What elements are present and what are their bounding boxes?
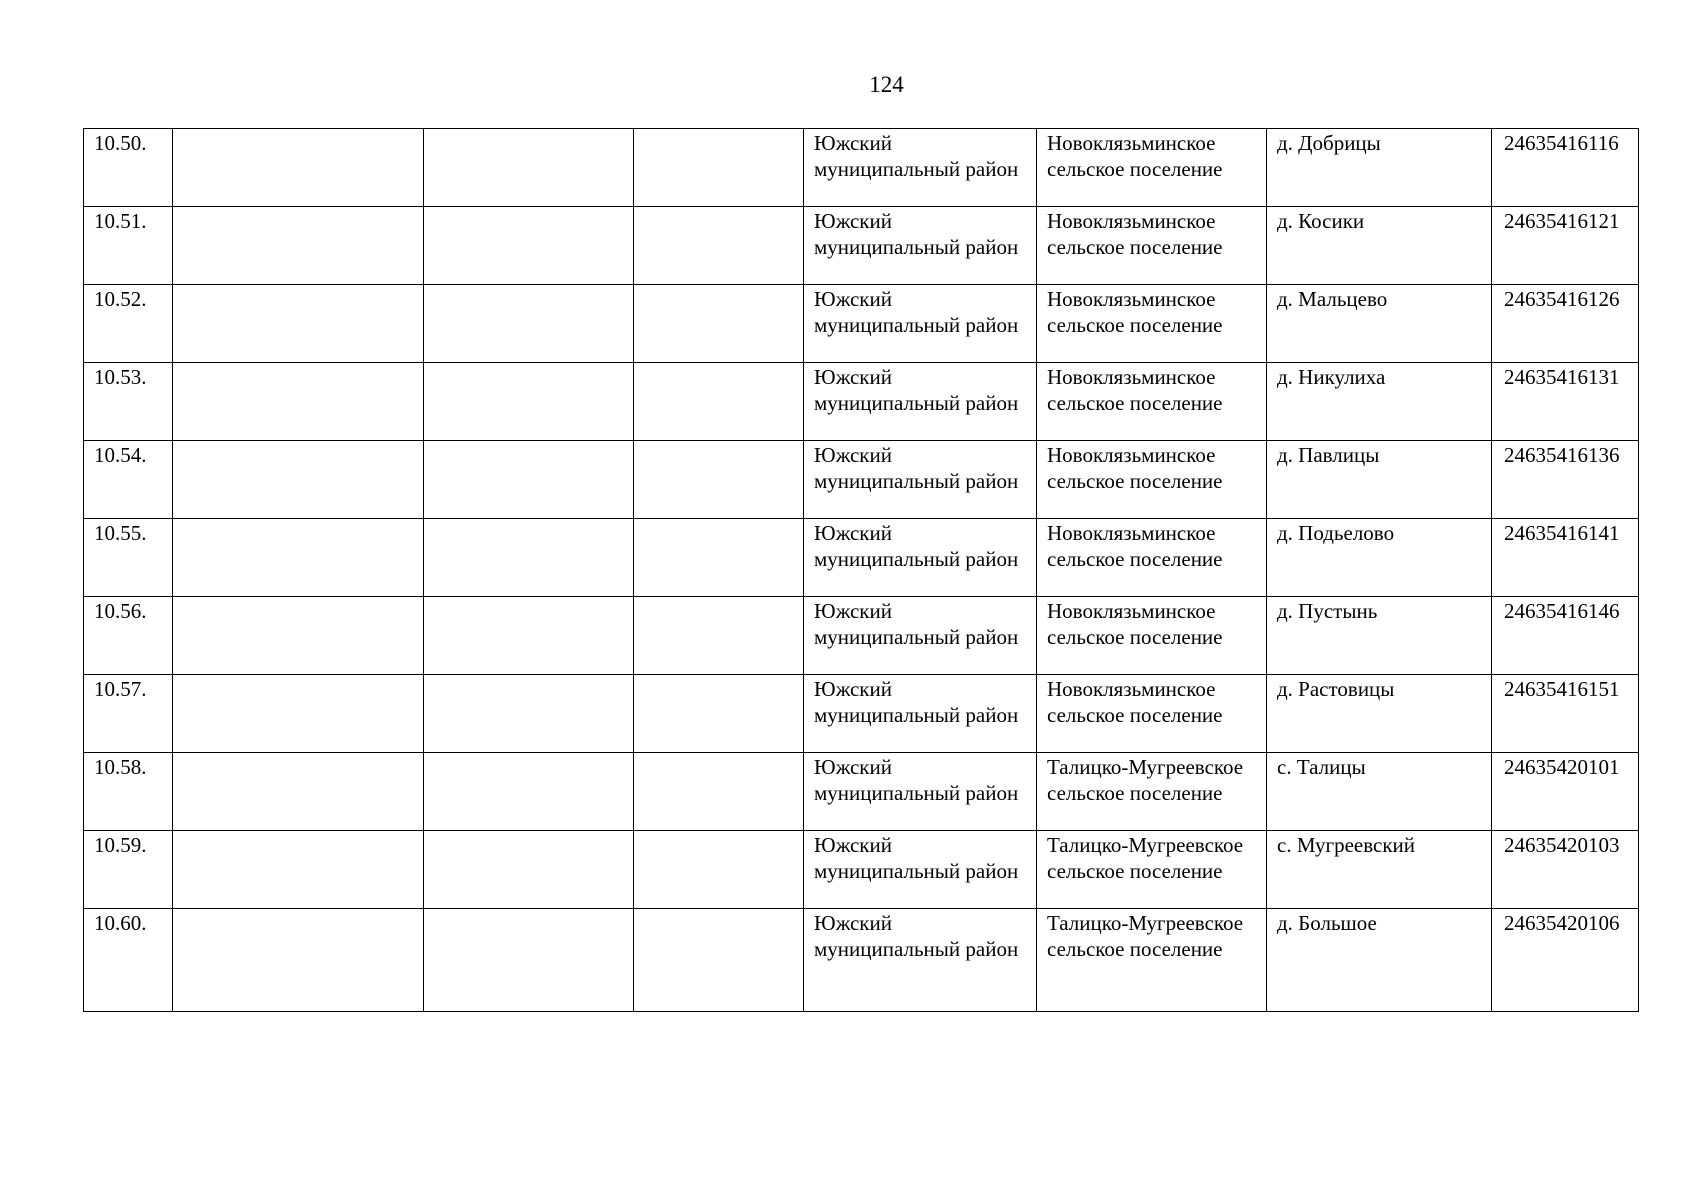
empty-cell xyxy=(634,207,804,285)
empty-cell xyxy=(634,831,804,909)
empty-cell xyxy=(173,207,424,285)
district-cell: Южский муниципальный район xyxy=(804,909,1037,1012)
table-row xyxy=(84,597,1639,675)
district-cell: Южский муниципальный район xyxy=(804,597,1037,675)
empty-cell xyxy=(424,519,634,597)
district-cell: Южский муниципальный район xyxy=(804,285,1037,363)
settlement-cell: Новоклязьминское сельское поселение xyxy=(1037,675,1267,753)
settlement-cell: Новоклязьминское сельское поселение xyxy=(1037,363,1267,441)
empty-cell xyxy=(424,831,634,909)
oktmo-code-cell: 24635420103 xyxy=(1492,831,1639,909)
empty-cell xyxy=(634,519,804,597)
empty-cell xyxy=(424,207,634,285)
row-number-cell: 10.56. xyxy=(84,597,173,675)
settlement-cell: Талицко-Мугреевское сельское поселение xyxy=(1037,753,1267,831)
empty-cell xyxy=(634,363,804,441)
table-row xyxy=(84,441,1639,519)
empty-cell xyxy=(173,597,424,675)
empty-cell xyxy=(424,441,634,519)
locality-cell: д. Подьелово xyxy=(1267,519,1492,597)
empty-cell xyxy=(424,129,634,207)
row-number-cell: 10.50. xyxy=(84,129,173,207)
district-cell: Южский муниципальный район xyxy=(804,753,1037,831)
settlement-cell: Новоклязьминское сельское поселение xyxy=(1037,441,1267,519)
table-row xyxy=(84,753,1639,831)
row-number-cell: 10.54. xyxy=(84,441,173,519)
empty-cell xyxy=(634,129,804,207)
empty-cell xyxy=(424,285,634,363)
page-number: 124 xyxy=(869,72,904,97)
table-row xyxy=(84,363,1639,441)
registry-table xyxy=(83,128,1639,1012)
row-number-cell: 10.58. xyxy=(84,753,173,831)
settlement-cell: Новоклязьминское сельское поселение xyxy=(1037,597,1267,675)
oktmo-code-cell: 24635420106 xyxy=(1492,909,1639,1012)
empty-cell xyxy=(173,753,424,831)
table-row xyxy=(84,129,1639,207)
table-row xyxy=(84,831,1639,909)
locality-cell: д. Никулиха xyxy=(1267,363,1492,441)
district-cell: Южский муниципальный район xyxy=(804,831,1037,909)
oktmo-code-cell: 24635416146 xyxy=(1492,597,1639,675)
locality-cell: д. Добрицы xyxy=(1267,129,1492,207)
settlement-cell: Новоклязьминское сельское поселение xyxy=(1037,207,1267,285)
empty-cell xyxy=(634,597,804,675)
locality-cell: д. Большое xyxy=(1267,909,1492,1012)
empty-cell xyxy=(173,363,424,441)
row-number-cell: 10.51. xyxy=(84,207,173,285)
empty-cell xyxy=(634,285,804,363)
empty-cell xyxy=(173,285,424,363)
empty-cell xyxy=(424,675,634,753)
district-cell: Южский муниципальный район xyxy=(804,129,1037,207)
settlement-cell: Новоклязьминское сельское поселение xyxy=(1037,519,1267,597)
empty-cell xyxy=(173,519,424,597)
oktmo-code-cell: 24635416151 xyxy=(1492,675,1639,753)
row-number-cell: 10.55. xyxy=(84,519,173,597)
district-cell: Южский муниципальный район xyxy=(804,207,1037,285)
row-number-cell: 10.57. xyxy=(84,675,173,753)
table-row xyxy=(84,207,1639,285)
row-number-cell: 10.52. xyxy=(84,285,173,363)
table-row xyxy=(84,909,1639,1012)
locality-cell: д. Мальцево xyxy=(1267,285,1492,363)
row-number-cell: 10.59. xyxy=(84,831,173,909)
locality-cell: д. Павлицы xyxy=(1267,441,1492,519)
settlement-cell: Талицко-Мугреевское сельское поселение xyxy=(1037,909,1267,1012)
registry-table-body xyxy=(84,129,1639,1012)
empty-cell xyxy=(634,675,804,753)
empty-cell xyxy=(173,441,424,519)
settlement-cell: Новоклязьминское сельское поселение xyxy=(1037,129,1267,207)
table-row xyxy=(84,285,1639,363)
empty-cell xyxy=(424,363,634,441)
empty-cell xyxy=(634,753,804,831)
locality-cell: с. Талицы xyxy=(1267,753,1492,831)
oktmo-code-cell: 24635416136 xyxy=(1492,441,1639,519)
oktmo-code-cell: 24635416116 xyxy=(1492,129,1639,207)
locality-cell: д. Растовицы xyxy=(1267,675,1492,753)
locality-cell: д. Пустынь xyxy=(1267,597,1492,675)
oktmo-code-cell: 24635416126 xyxy=(1492,285,1639,363)
settlement-cell: Новоклязьминское сельское поселение xyxy=(1037,285,1267,363)
empty-cell xyxy=(173,129,424,207)
empty-cell xyxy=(424,753,634,831)
empty-cell xyxy=(173,909,424,1012)
locality-cell: с. Мугреевский xyxy=(1267,831,1492,909)
row-number-cell: 10.60. xyxy=(84,909,173,1012)
oktmo-code-cell: 24635416141 xyxy=(1492,519,1639,597)
locality-cell: д. Косики xyxy=(1267,207,1492,285)
row-number-cell: 10.53. xyxy=(84,363,173,441)
empty-cell xyxy=(424,909,634,1012)
district-cell: Южский муниципальный район xyxy=(804,363,1037,441)
district-cell: Южский муниципальный район xyxy=(804,441,1037,519)
oktmo-code-cell: 24635416131 xyxy=(1492,363,1639,441)
empty-cell xyxy=(634,909,804,1012)
settlement-cell: Талицко-Мугреевское сельское поселение xyxy=(1037,831,1267,909)
table-row xyxy=(84,519,1639,597)
empty-cell xyxy=(173,675,424,753)
oktmo-code-cell: 24635416121 xyxy=(1492,207,1639,285)
district-cell: Южский муниципальный район xyxy=(804,519,1037,597)
empty-cell xyxy=(634,441,804,519)
district-cell: Южский муниципальный район xyxy=(804,675,1037,753)
empty-cell xyxy=(424,597,634,675)
table-row xyxy=(84,675,1639,753)
oktmo-code-cell: 24635420101 xyxy=(1492,753,1639,831)
empty-cell xyxy=(173,831,424,909)
